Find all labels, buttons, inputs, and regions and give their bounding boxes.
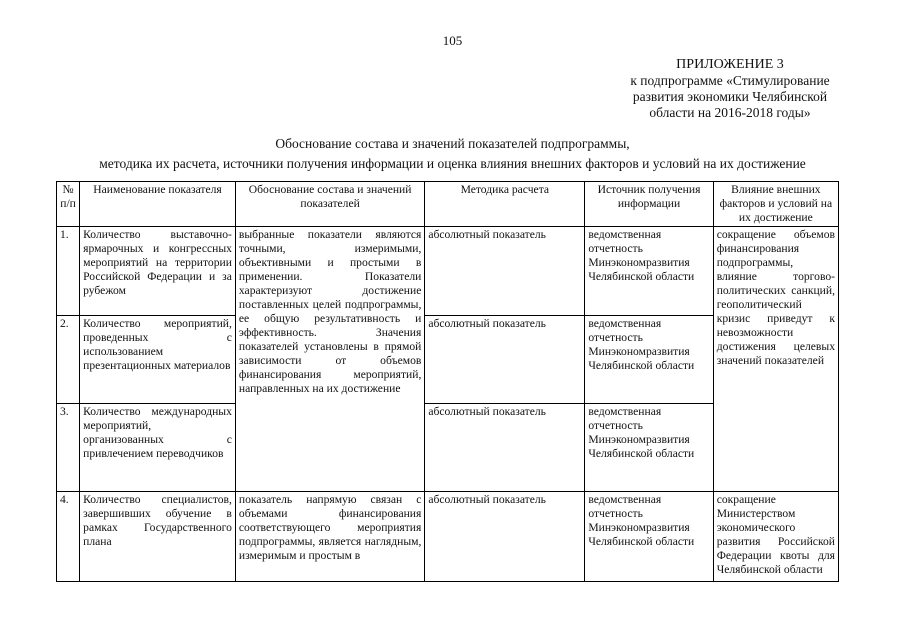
- appendix-line: развития экономики Челябинской: [632, 89, 828, 104]
- table-row: [57, 227, 839, 316]
- header-influence: Влияние внешних факторов и условий на их достижение: [713, 182, 838, 227]
- header-num: № п/п: [57, 182, 80, 227]
- calc-method: абсолютный показатель: [425, 227, 585, 316]
- row-number: 1.: [57, 227, 80, 316]
- title-line-2: методика их расчета, источники получения информации и оценка влияния внешних факторов и условий на их достижение: [99, 156, 806, 171]
- document-title: [0, 134, 905, 174]
- title-line-1: Обоснование состава и значений показателей подпрограммы,: [275, 136, 630, 151]
- appendix-line: к подпрограмме «Стимулирование: [630, 73, 830, 88]
- indicator-name: Количество специалистов, завершивших обучение в рамках Государственного плана: [80, 492, 236, 582]
- table-row: [57, 492, 839, 582]
- header-justification: Обоснование состава и значений показателей: [235, 182, 424, 227]
- influence-merged: сокращение объемов финансирования подпрограммы, влияние торгово-политических санкций, геополитический кризис приведут к невозможности достижения целевых значений показателей: [713, 227, 838, 492]
- header-method: Методика расчета: [425, 182, 585, 227]
- calc-method: абсолютный показатель: [425, 404, 585, 492]
- header-name: Наименование показателя: [80, 182, 236, 227]
- influence: сокращение Министерством экономического развития Российской Федерации квоты для Челябинской области: [713, 492, 838, 582]
- row-number: 4.: [57, 492, 80, 582]
- indicator-name: Количество международных мероприятий, организованных с привлечением переводчиков: [80, 404, 236, 492]
- indicator-name: Количество выставочно-ярмарочных и конгрессных мероприятий на территории Российской Федерации и за рубежом: [80, 227, 236, 316]
- page-number: 105: [442, 33, 463, 48]
- justification: показатель напрямую связан с объемами финансирования соответствующего мероприятия подпрограммы, является наглядным, измеримым и простым в: [235, 492, 424, 582]
- appendix-block: [600, 57, 860, 121]
- info-source: ведомственная отчетность Минэкономразвития Челябинской области: [585, 492, 713, 582]
- info-source: ведомственная отчетность Минэкономразвития Челябинской области: [585, 316, 713, 404]
- info-source: ведомственная отчетность Минэкономразвития Челябинской области: [585, 227, 713, 316]
- indicators-table: [56, 181, 839, 582]
- calc-method: абсолютный показатель: [425, 492, 585, 582]
- justification-merged: выбранные показатели являются точными, измеримыми, объективными и простыми в применении. Показатели характеризуют достижение поставленных целей подпрограммы, ее общую результативность и эффективность. Значения показателей установлены в прямой зависимости от объемов финансирования мероприятий, направленных на их достижение: [235, 227, 424, 492]
- calc-method: абсолютный показатель: [425, 316, 585, 404]
- row-number: 2.: [57, 316, 80, 404]
- row-number: 3.: [57, 404, 80, 492]
- indicator-name: Количество мероприятий, проведенных с использованием презентационных материалов: [80, 316, 236, 404]
- info-source: ведомственная отчетность Минэкономразвития Челябинской области: [585, 404, 713, 492]
- table-header-row: [57, 182, 839, 227]
- appendix-line: области на 2016-2018 годы»: [649, 105, 811, 120]
- header-source: Источник получения информации: [585, 182, 713, 227]
- appendix-heading: ПРИЛОЖЕНИЕ 3: [676, 57, 784, 72]
